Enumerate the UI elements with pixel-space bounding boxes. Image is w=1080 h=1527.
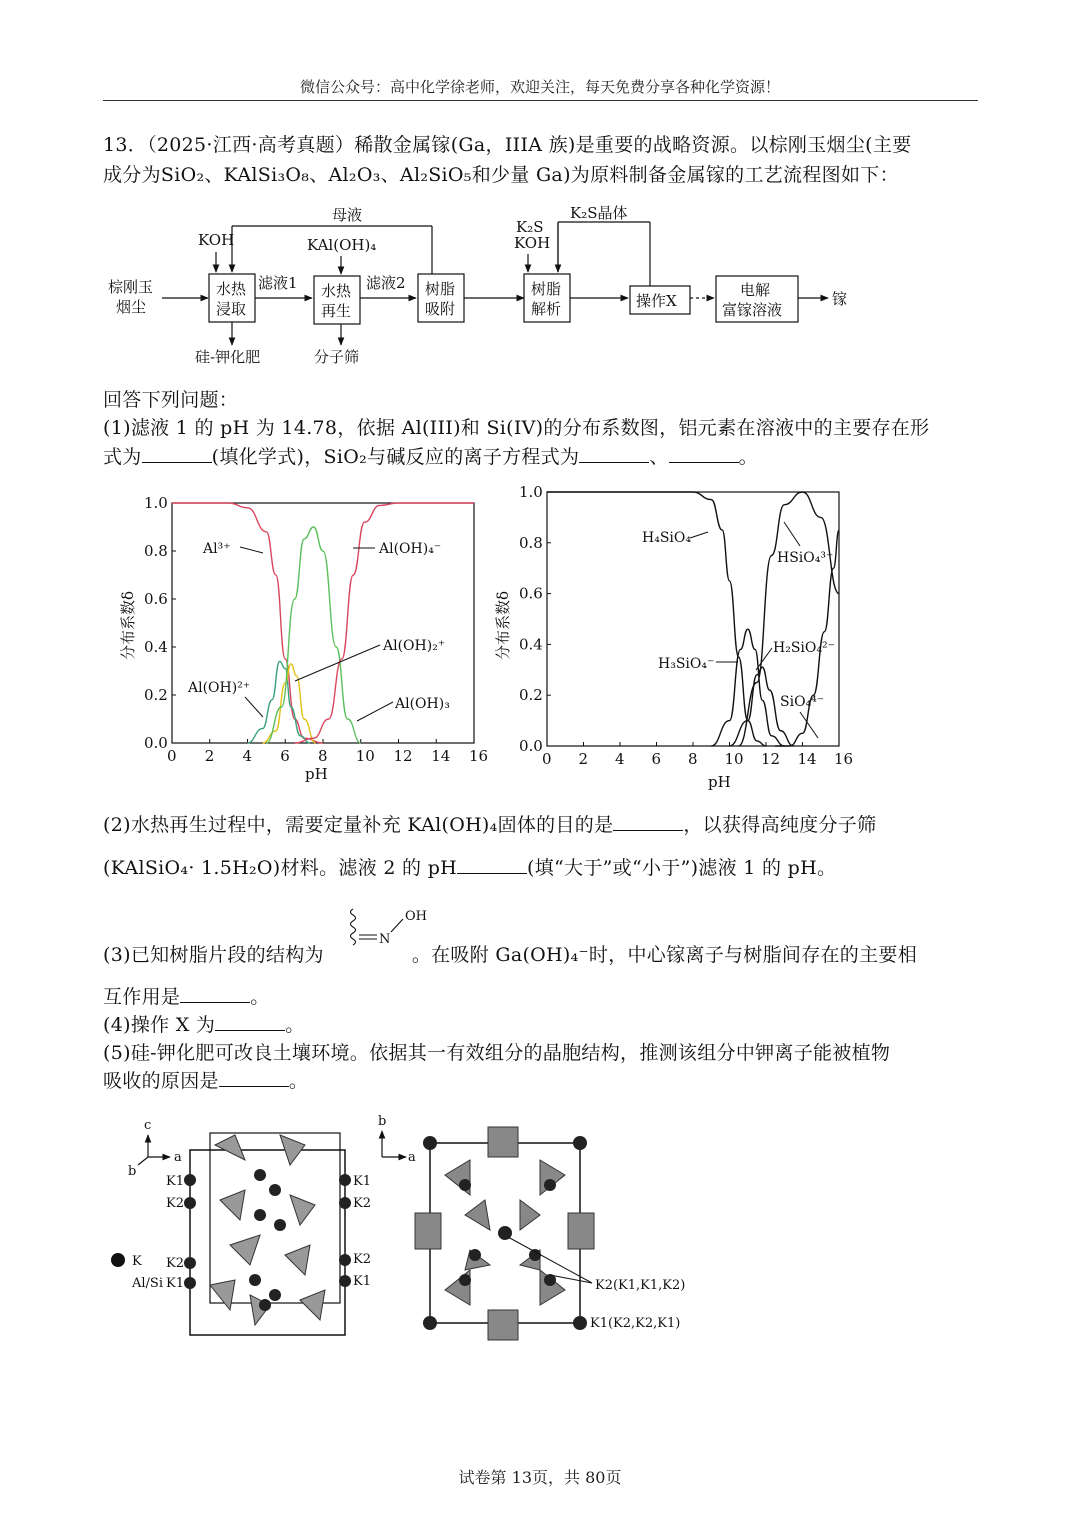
answer-blank[interactable] [457, 855, 527, 874]
label-aloh3: Al(OH)₃ [395, 696, 450, 712]
answer-blank[interactable] [180, 984, 250, 1003]
question-intro: 成分为SiO₂、KAlSi₃O₈、Al₂O₃、Al₂SiO₅和少量 Ga)为原料制备金属镓的工艺流程图如下： [103, 164, 899, 186]
box3-line1: 树脂 [425, 280, 456, 298]
label-aloh2: Al(OH)₂⁺ [383, 638, 446, 654]
chart2-xtick: 4 [615, 750, 625, 768]
label-al3: Al³⁺ [203, 541, 231, 557]
chart2-xtick: 6 [651, 750, 662, 768]
chart1-xtick: 16 [469, 747, 489, 765]
label-hsio4: HSiO₄³⁻ [777, 550, 834, 566]
legend-alsi: Al/Si [132, 1276, 163, 1291]
question-title: 13．（2025·江西·高考真题）稀散金属镓(Ga，IIIA 族)是重要的战略资源。以棕刚玉烟尘(主要 [103, 134, 912, 156]
axis-b-label: b [128, 1164, 137, 1179]
chart2-xtick: 12 [761, 750, 781, 768]
q3-text-c: 互作用是 [103, 986, 181, 1008]
k2-site-label: K2(K1,K1,K2) [595, 1278, 686, 1293]
koh2-label: KOH [514, 234, 551, 252]
q5-text-b: 。 [288, 1070, 309, 1092]
box5-label: 操作X [636, 292, 677, 310]
chart2-ytick: 0.0 [519, 737, 543, 755]
k1-label-right-bottom: K1 [353, 1274, 371, 1289]
product-gallium: 镓 [832, 290, 848, 308]
box2-line2: 再生 [321, 302, 352, 320]
resin-n: N [379, 932, 391, 947]
q3-line1 [103, 940, 983, 970]
q2-text-a: (2)水热再生过程中，需要定量补充 KAl(OH)₄固体的目的是 [103, 814, 614, 836]
chart1-ytick: 0.2 [144, 686, 168, 704]
k1-label-left-bottom: K1 [166, 1276, 184, 1291]
chart2-xtick: 0 [542, 750, 552, 768]
box4-line2: 解析 [531, 300, 562, 318]
aluminum-distribution-chart [115, 485, 500, 785]
q1-text-a: 式为 [103, 446, 142, 468]
chart1-ytick: 0.6 [144, 590, 168, 608]
q4-line [103, 1010, 983, 1040]
chart2-xtick: 16 [834, 750, 854, 768]
q1-line2 [103, 442, 983, 472]
chart2-xtick: 8 [688, 750, 698, 768]
answer-blank[interactable] [669, 444, 739, 463]
label-h3sio4: H₃SiO₄⁻ [658, 656, 715, 672]
axis-b2-label: b [378, 1114, 387, 1129]
filtrate1-label: 滤液1 [258, 274, 298, 292]
chart1-xtick: 4 [242, 747, 253, 765]
q4-text-b: 。 [285, 1014, 305, 1036]
chart1-xtick: 2 [204, 747, 215, 765]
legend-k: K [132, 1254, 142, 1269]
q2-text-c: (KAlSiO₄· 1.5H₂O)材料。滤液 2 的 pH [103, 857, 458, 879]
page-footer: 试卷第 13页，共 80页 [458, 1468, 622, 1487]
box4-line1: 树脂 [531, 280, 562, 298]
q4-text-a: (4)操作 X 为 [103, 1014, 216, 1036]
chart2-ytick: 0.4 [519, 635, 543, 654]
chart2-ytick: 0.8 [519, 533, 543, 552]
q1-text-d: 。 [738, 446, 758, 468]
q2-line2 [103, 853, 983, 883]
kaloh4-label: KAl(OH)₄ [307, 236, 377, 254]
k2-label-right-top: K2 [353, 1196, 371, 1211]
answer-blank[interactable] [215, 1012, 285, 1031]
chart2-ytick: 0.6 [519, 584, 543, 603]
k1-site-label: K1(K2,K2,K1) [590, 1316, 681, 1331]
feed-label-2: 烟尘 [116, 298, 147, 316]
q1-text-c: 、 [649, 446, 669, 468]
q2-text-d: (填“大于”或“小于”)滤液 1 的 pH。 [527, 857, 837, 879]
box1-line1: 水热 [216, 280, 247, 298]
chart2-ylabel: 分布系数δ [494, 590, 512, 660]
box6-line1: 电解 [740, 281, 771, 299]
label-h2sio4: H₂SiO₄²⁻ [773, 640, 835, 656]
crystal-structure-figure [110, 1105, 690, 1350]
label-h4sio4: H₄SiO₄ [642, 530, 691, 546]
answer-blank[interactable] [613, 812, 683, 831]
chart1-ylabel: 分布系数δ [119, 590, 137, 660]
out-molecular-sieve: 分子筛 [314, 348, 360, 366]
feed-label-1: 棕刚玉 [108, 278, 154, 296]
q3-text-a: (3)已知树脂片段的结构为 [103, 944, 324, 966]
k1-label-right-top: K1 [353, 1174, 371, 1189]
chart1-xtick: 8 [318, 747, 328, 765]
process-flowchart [100, 200, 860, 370]
chart1-ytick: 0.0 [144, 734, 168, 752]
box2-line1: 水热 [321, 282, 352, 300]
q3-text-d: 。 [250, 986, 270, 1008]
q1-text-b: (填化学式)，SiO₂与碱反应的离子方程式为 [211, 446, 580, 468]
k2-label-right-bottom: K2 [353, 1252, 371, 1267]
k1-label-left-top: K1 [166, 1174, 184, 1189]
resin-oh: OH [405, 909, 427, 924]
page-header: 微信公众号：高中化学徐老师，欢迎关注，每天免费分享各种化学资源！ [299, 78, 780, 96]
filtrate2-label: 滤液2 [366, 274, 406, 292]
k2s-crystal-label: K₂S晶体 [570, 204, 628, 222]
q5-text-a: 吸收的原因是 [103, 1070, 219, 1092]
chart2-xtick: 10 [724, 750, 744, 768]
label-aloh4: Al(OH)₄⁻ [379, 541, 442, 557]
chart2-xtick: 2 [578, 750, 589, 768]
chart1-ytick: 0.8 [144, 542, 168, 560]
chart1-xtick: 10 [355, 747, 375, 765]
answer-blank[interactable] [219, 1068, 289, 1087]
chart1-xtick: 6 [280, 747, 290, 765]
box6-line2: 富镓溶液 [722, 301, 783, 319]
chart1-xlabel: pH [305, 765, 328, 783]
answer-intro: 回答下列问题： [103, 389, 239, 411]
chart1-ytick: 0.4 [144, 638, 168, 656]
out-si-k-fertilizer: 硅-钾化肥 [195, 348, 261, 366]
series-line [172, 503, 323, 743]
axis-c-label: c [144, 1118, 152, 1133]
k2s-label: K₂S [516, 218, 544, 236]
chart1-ytick: 1.0 [144, 494, 168, 512]
box1-line2: 浸取 [216, 300, 247, 318]
answer-blank[interactable] [142, 444, 212, 463]
header-rule [103, 100, 978, 101]
axis-a-label: a [174, 1150, 182, 1165]
k2-label-left-bottom: K2 [166, 1256, 184, 1271]
mother-liquor-label: 母液 [332, 206, 363, 224]
chart2-ytick: 1.0 [519, 483, 543, 501]
chart2-xtick: 14 [797, 750, 817, 768]
k2-label-left-top: K2 [166, 1196, 184, 1211]
q5-line2 [103, 1066, 983, 1096]
q5-line1: (5)硅-钾化肥可改良土壤环境。依据其一有效组分的晶胞结构，推测该组分中钾离子能被植物 [103, 1042, 891, 1064]
chart1-xtick: 12 [393, 747, 413, 765]
q2-line1 [103, 810, 983, 840]
q3-text-b: 。在吸附 Ga(OH)₄⁻时，中心镓离子与树脂间存在的主要相 [411, 944, 917, 966]
chart2-xlabel: pH [708, 773, 731, 791]
silicon-distribution-chart [490, 480, 870, 795]
label-sio4: SiO₄⁴⁻ [780, 694, 825, 710]
chart1-xtick: 14 [431, 747, 451, 765]
q1-line1: (1)滤液 1 的 pH 为 14.78，依据 Al(III)和 Si(IV)的分布系数图，铝元素在溶液中的主要存在形 [103, 417, 930, 439]
chart2-ytick: 0.2 [519, 686, 543, 705]
axis-a2-label: a [408, 1150, 416, 1165]
answer-blank[interactable] [579, 444, 649, 463]
q2-text-b: ，以获得高纯度分子筛 [683, 814, 877, 836]
chart1-xtick: 0 [167, 747, 177, 765]
box3-line2: 吸附 [425, 300, 456, 318]
koh-label: KOH [198, 231, 235, 249]
label-aloh: Al(OH)²⁺ [188, 680, 251, 696]
q3-line2 [103, 982, 983, 1012]
